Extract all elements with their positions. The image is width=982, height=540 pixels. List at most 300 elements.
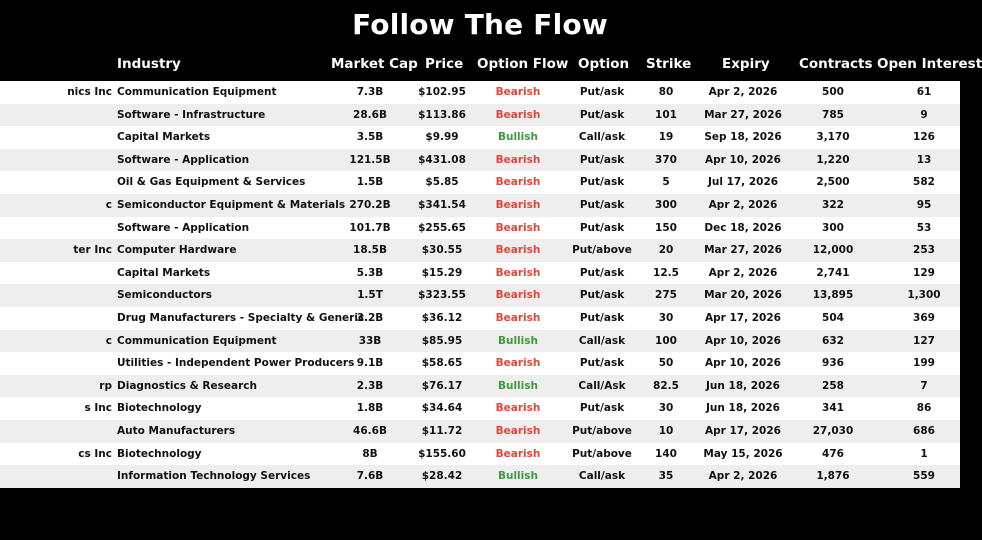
price-cell-text: $30.55 <box>421 244 463 257</box>
contracts-cell <box>794 239 872 262</box>
contracts-cell <box>794 217 872 240</box>
price-cell <box>414 420 470 443</box>
contracts-cell <box>794 397 872 420</box>
expiry-cell-text: Mar 27, 2026 <box>704 108 782 121</box>
table-row <box>0 194 960 217</box>
table-row <box>0 104 960 127</box>
industry-cell-text: Utilities - Independent Power Producers <box>117 357 355 370</box>
expiry-cell-text: May 15, 2026 <box>703 447 783 460</box>
company-cell-text: c <box>105 198 112 211</box>
company-cell-text: s Inc <box>84 402 112 415</box>
table-row <box>0 126 960 149</box>
market-cap-cell <box>328 330 412 353</box>
option-cell-text: Put/above <box>572 447 632 460</box>
open-interest-cell-text: 582 <box>913 176 935 189</box>
option-cell-text: Put/ask <box>579 266 625 279</box>
option-flow-cell <box>472 284 564 307</box>
strike-cell <box>640 375 692 398</box>
company-cell <box>0 397 112 420</box>
option-flow-cell <box>472 307 564 330</box>
table-row <box>0 284 960 307</box>
strike-cell <box>640 397 692 420</box>
option-flow-cell <box>472 420 564 443</box>
open-interest-cell-text: 126 <box>913 131 935 144</box>
company-cell <box>0 239 112 262</box>
option-cell <box>566 284 638 307</box>
strike-cell-text: 50 <box>658 357 674 370</box>
contracts-cell-text: 476 <box>822 447 844 460</box>
industry-cell <box>117 217 332 240</box>
expiry-cell <box>694 397 792 420</box>
open-interest-cell <box>876 330 972 353</box>
company-cell <box>0 81 112 104</box>
price-cell-text: $11.72 <box>421 424 463 437</box>
industry-cell <box>117 149 332 172</box>
option-cell <box>566 307 638 330</box>
market-cap-cell-text: 7.6B <box>356 470 384 483</box>
strike-cell <box>640 149 692 172</box>
option-cell-text: Put/ask <box>579 357 625 370</box>
contracts-cell <box>794 443 872 466</box>
option-cell-text: Put/above <box>572 244 632 257</box>
price-cell-text: $255.65 <box>418 221 466 234</box>
option-cell-text: Call/ask <box>578 470 626 483</box>
market-cap-cell-text: 18.5B <box>353 244 387 257</box>
option-cell-text: Put/above <box>572 424 632 437</box>
industry-cell-text: Oil & Gas Equipment & Services <box>117 176 306 189</box>
option-flow-cell-text: Bullish <box>497 470 538 483</box>
open-interest-cell <box>876 149 972 172</box>
contracts-cell-text: 785 <box>822 108 844 121</box>
industry-cell-text: Biotechnology <box>117 447 202 460</box>
table-row <box>0 397 960 420</box>
industry-cell-text: Software - Application <box>117 221 250 234</box>
market-cap-cell <box>328 104 412 127</box>
option-flow-cell <box>472 126 564 149</box>
expiry-cell <box>694 352 792 375</box>
contracts-cell <box>794 352 872 375</box>
option-flow-cell-text: Bearish <box>495 266 541 279</box>
option-cell <box>566 217 638 240</box>
strike-cell <box>640 443 692 466</box>
industry-cell <box>117 284 332 307</box>
price-cell <box>414 81 470 104</box>
option-flow-cell <box>472 330 564 353</box>
expiry-cell-text: Apr 2, 2026 <box>708 266 778 279</box>
column-header-option-flow: Option Flow <box>477 56 569 72</box>
contracts-cell <box>794 81 872 104</box>
industry-cell <box>117 375 332 398</box>
expiry-cell <box>694 465 792 488</box>
option-cell-text: Put/ask <box>579 108 625 121</box>
company-cell <box>0 262 112 285</box>
price-cell <box>414 284 470 307</box>
option-flow-cell-text: Bearish <box>495 108 541 121</box>
open-interest-cell-text: 199 <box>913 357 935 370</box>
expiry-cell <box>694 239 792 262</box>
contracts-cell <box>794 171 872 194</box>
price-cell-text: $85.95 <box>421 334 463 347</box>
industry-cell <box>117 420 332 443</box>
market-cap-cell <box>328 465 412 488</box>
option-cell-text: Call/Ask <box>578 379 626 392</box>
expiry-cell <box>694 171 792 194</box>
market-cap-cell-text: 46.6B <box>353 424 387 437</box>
industry-cell-text: Diagnostics & Research <box>117 379 257 392</box>
market-cap-cell <box>328 307 412 330</box>
contracts-cell <box>794 262 872 285</box>
industry-cell-text: Software - Application <box>117 153 250 166</box>
market-cap-cell <box>328 375 412 398</box>
market-cap-cell <box>328 81 412 104</box>
open-interest-cell-text: 7 <box>920 379 928 392</box>
open-interest-cell-text: 127 <box>913 334 935 347</box>
price-cell <box>414 104 470 127</box>
option-flow-cell-text: Bullish <box>497 379 538 392</box>
table-row <box>0 375 960 398</box>
market-cap-cell <box>328 126 412 149</box>
table-row <box>0 307 960 330</box>
market-cap-cell-text: 1.5T <box>357 289 383 302</box>
expiry-cell-text: Apr 10, 2026 <box>705 334 781 347</box>
price-cell <box>414 171 470 194</box>
industry-cell <box>117 81 332 104</box>
option-flow-cell-text: Bearish <box>495 244 541 257</box>
expiry-cell-text: Mar 27, 2026 <box>704 244 782 257</box>
company-cell <box>0 443 112 466</box>
company-cell <box>0 284 112 307</box>
company-cell-text: cs Inc <box>78 447 112 460</box>
expiry-cell-text: Dec 18, 2026 <box>704 221 782 234</box>
open-interest-cell-text: 95 <box>916 198 932 211</box>
open-interest-cell-text: 686 <box>913 424 935 437</box>
expiry-cell-text: Apr 17, 2026 <box>705 424 781 437</box>
option-cell <box>566 262 638 285</box>
industry-cell-text: Drug Manufacturers - Specialty & Generic <box>117 311 365 324</box>
company-cell-text: rp <box>99 379 112 392</box>
open-interest-cell <box>876 126 972 149</box>
market-cap-cell-text: 3.5B <box>356 131 384 144</box>
company-cell <box>0 104 112 127</box>
price-cell-text: $34.64 <box>421 402 463 415</box>
table-row <box>0 217 960 240</box>
option-flow-cell-text: Bearish <box>495 357 541 370</box>
contracts-cell <box>794 375 872 398</box>
strike-cell <box>640 330 692 353</box>
option-flow-cell <box>472 443 564 466</box>
option-cell <box>566 239 638 262</box>
company-cell <box>0 171 112 194</box>
company-cell-text: nics Inc <box>67 86 112 98</box>
industry-cell <box>117 262 332 285</box>
strike-cell-text: 82.5 <box>653 379 679 392</box>
strike-cell-text: 140 <box>655 447 677 460</box>
expiry-cell <box>694 284 792 307</box>
option-cell <box>566 126 638 149</box>
market-cap-cell-text: 270.2B <box>349 198 391 211</box>
expiry-cell <box>694 126 792 149</box>
industry-cell-text: Capital Markets <box>117 131 211 144</box>
market-cap-cell-text: 28.6B <box>353 108 387 121</box>
strike-cell <box>640 262 692 285</box>
open-interest-cell <box>876 194 972 217</box>
option-flow-cell <box>472 465 564 488</box>
table-row <box>0 171 960 194</box>
strike-cell-text: 101 <box>655 108 677 121</box>
price-cell-text: $58.65 <box>421 357 463 370</box>
price-cell <box>414 397 470 420</box>
strike-cell <box>640 420 692 443</box>
price-cell <box>414 443 470 466</box>
column-header-price: Price <box>425 56 464 72</box>
price-cell-text: $113.86 <box>418 108 466 121</box>
expiry-cell <box>694 194 792 217</box>
contracts-cell-text: 27,030 <box>812 424 854 437</box>
option-cell-text: Call/ask <box>578 334 626 347</box>
option-flow-cell <box>472 171 564 194</box>
option-flow-cell-text: Bearish <box>495 221 541 234</box>
industry-cell-text: Capital Markets <box>117 266 211 279</box>
open-interest-cell-text: 61 <box>916 86 932 98</box>
industry-cell-text: Biotechnology <box>117 402 202 415</box>
open-interest-cell <box>876 171 972 194</box>
price-cell-text: $15.29 <box>421 266 463 279</box>
price-cell <box>414 149 470 172</box>
strike-cell-text: 100 <box>655 334 677 347</box>
industry-cell <box>117 171 332 194</box>
flow-table-body <box>0 81 960 488</box>
open-interest-cell-text: 369 <box>913 311 935 324</box>
open-interest-cell-text: 129 <box>913 266 935 279</box>
strike-cell-text: 19 <box>658 131 674 144</box>
market-cap-cell-text: 1.5B <box>356 176 384 189</box>
price-cell-text: $341.54 <box>418 198 466 211</box>
option-flow-cell-text: Bearish <box>495 198 541 211</box>
market-cap-cell-text: 1.8B <box>356 402 384 415</box>
industry-cell-text: Computer Hardware <box>117 244 237 257</box>
strike-cell-text: 5 <box>662 176 670 189</box>
option-cell-text: Put/ask <box>579 198 625 211</box>
price-cell <box>414 217 470 240</box>
open-interest-cell-text: 86 <box>916 402 932 415</box>
open-interest-cell <box>876 284 972 307</box>
open-interest-cell-text: 1 <box>920 447 928 460</box>
contracts-cell-text: 2,500 <box>816 176 850 189</box>
company-cell <box>0 194 112 217</box>
option-cell <box>566 104 638 127</box>
option-cell <box>566 81 638 104</box>
company-cell <box>0 126 112 149</box>
column-header-market-cap: Market Cap <box>331 56 418 72</box>
strike-cell <box>640 104 692 127</box>
market-cap-cell-text: 7.3B <box>356 86 384 98</box>
industry-cell-text: Communication Equipment <box>117 86 277 98</box>
contracts-cell <box>794 194 872 217</box>
option-cell <box>566 194 638 217</box>
contracts-cell <box>794 465 872 488</box>
option-flow-cell-text: Bearish <box>495 447 541 460</box>
contracts-cell-text: 13,895 <box>812 289 854 302</box>
contracts-cell-text: 500 <box>822 86 844 98</box>
strike-cell <box>640 284 692 307</box>
industry-cell <box>117 397 332 420</box>
company-cell-text: c <box>105 334 112 347</box>
strike-cell-text: 275 <box>655 289 677 302</box>
column-header-expiry: Expiry <box>722 56 770 72</box>
strike-cell <box>640 217 692 240</box>
strike-cell-text: 30 <box>658 402 674 415</box>
option-cell <box>566 352 638 375</box>
company-cell <box>0 420 112 443</box>
industry-cell <box>117 104 332 127</box>
open-interest-cell <box>876 239 972 262</box>
market-cap-cell <box>328 284 412 307</box>
option-flow-cell-text: Bearish <box>495 424 541 437</box>
market-cap-cell <box>328 420 412 443</box>
market-cap-cell <box>328 397 412 420</box>
strike-cell <box>640 307 692 330</box>
strike-cell-text: 80 <box>658 86 674 98</box>
option-cell <box>566 149 638 172</box>
market-cap-cell-text: 3.2B <box>356 311 384 324</box>
option-cell <box>566 171 638 194</box>
option-cell-text: Put/ask <box>579 311 625 324</box>
expiry-cell <box>694 375 792 398</box>
expiry-cell-text: Sep 18, 2026 <box>704 131 782 144</box>
market-cap-cell <box>328 171 412 194</box>
option-flow-cell <box>472 217 564 240</box>
table-row <box>0 443 960 466</box>
option-cell <box>566 397 638 420</box>
expiry-cell <box>694 149 792 172</box>
price-cell <box>414 262 470 285</box>
strike-cell-text: 30 <box>658 311 674 324</box>
market-cap-cell-text: 121.5B <box>349 153 391 166</box>
expiry-cell-text: Jun 18, 2026 <box>706 402 780 415</box>
company-cell <box>0 307 112 330</box>
contracts-cell-text: 1,220 <box>816 153 850 166</box>
expiry-cell-text: Apr 10, 2026 <box>705 153 781 166</box>
table-row <box>0 330 960 353</box>
price-cell-text: $28.42 <box>421 470 463 483</box>
market-cap-cell <box>328 217 412 240</box>
column-header-strike: Strike <box>646 56 692 72</box>
open-interest-cell-text: 1,300 <box>907 289 941 302</box>
price-cell-text: $36.12 <box>421 311 463 324</box>
option-flow-cell <box>472 81 564 104</box>
contracts-cell <box>794 307 872 330</box>
open-interest-cell <box>876 443 972 466</box>
market-cap-cell-text: 33B <box>358 334 382 347</box>
contracts-cell <box>794 149 872 172</box>
expiry-cell <box>694 262 792 285</box>
strike-cell-text: 20 <box>658 244 674 257</box>
option-cell-text: Put/ask <box>579 402 625 415</box>
price-cell <box>414 375 470 398</box>
expiry-cell-text: Jun 18, 2026 <box>706 379 780 392</box>
open-interest-cell <box>876 420 972 443</box>
option-flow-cell <box>472 149 564 172</box>
strike-cell-text: 35 <box>658 470 674 483</box>
contracts-cell-text: 12,000 <box>812 244 854 257</box>
strike-cell-text: 300 <box>655 198 677 211</box>
company-cell <box>0 375 112 398</box>
company-cell-text: ter Inc <box>73 244 112 257</box>
contracts-cell-text: 3,170 <box>816 131 850 144</box>
open-interest-cell-text: 13 <box>916 153 932 166</box>
industry-cell <box>117 330 332 353</box>
strike-cell <box>640 465 692 488</box>
open-interest-cell <box>876 217 972 240</box>
strike-cell <box>640 171 692 194</box>
open-interest-cell <box>876 81 972 104</box>
contracts-cell <box>794 126 872 149</box>
column-header-open-interest: Open Interest <box>877 56 982 72</box>
expiry-cell-text: Mar 20, 2026 <box>704 289 782 302</box>
open-interest-cell-text: 53 <box>916 221 932 234</box>
price-cell-text: $76.17 <box>421 379 463 392</box>
expiry-cell <box>694 217 792 240</box>
option-flow-cell-text: Bullish <box>497 131 538 144</box>
contracts-cell-text: 341 <box>822 402 844 415</box>
industry-cell-text: Semiconductors <box>117 289 213 302</box>
option-flow-cell <box>472 375 564 398</box>
price-cell-text: $9.99 <box>425 131 459 144</box>
open-interest-cell <box>876 375 972 398</box>
contracts-cell <box>794 284 872 307</box>
option-cell-text: Put/ask <box>579 176 625 189</box>
price-cell-text: $5.85 <box>425 176 459 189</box>
option-flow-cell <box>472 262 564 285</box>
market-cap-cell <box>328 443 412 466</box>
table-row <box>0 262 960 285</box>
table-row <box>0 149 960 172</box>
expiry-cell <box>694 443 792 466</box>
expiry-cell-text: Apr 2, 2026 <box>708 198 778 211</box>
industry-cell <box>117 352 355 375</box>
option-cell <box>566 443 638 466</box>
expiry-cell-text: Apr 10, 2026 <box>705 357 781 370</box>
expiry-cell-text: Apr 2, 2026 <box>708 86 778 98</box>
option-cell-text: Put/ask <box>579 153 625 166</box>
option-flow-cell <box>472 239 564 262</box>
price-cell <box>414 307 470 330</box>
expiry-cell <box>694 307 792 330</box>
strike-cell <box>640 126 692 149</box>
option-flow-cell <box>472 352 564 375</box>
table-row <box>0 420 960 443</box>
market-cap-cell <box>328 352 412 375</box>
table-header <box>0 52 982 76</box>
industry-cell <box>117 126 332 149</box>
option-flow-cell <box>472 397 564 420</box>
option-cell-text: Put/ask <box>579 221 625 234</box>
table-row <box>0 239 960 262</box>
contracts-cell-text: 2,741 <box>816 266 850 279</box>
industry-cell-text: Software - Infrastructure <box>117 108 266 121</box>
option-flow-cell-text: Bearish <box>495 176 541 189</box>
option-flow-cell <box>472 104 564 127</box>
market-cap-cell <box>328 149 412 172</box>
contracts-cell <box>794 330 872 353</box>
option-flow-cell-text: Bearish <box>495 86 541 98</box>
table-row <box>0 465 960 488</box>
industry-cell-text: Semiconductor Equipment & Materials <box>117 198 346 211</box>
column-header-option: Option <box>578 56 630 72</box>
company-cell <box>0 217 112 240</box>
market-cap-cell <box>328 194 412 217</box>
option-cell <box>566 465 638 488</box>
